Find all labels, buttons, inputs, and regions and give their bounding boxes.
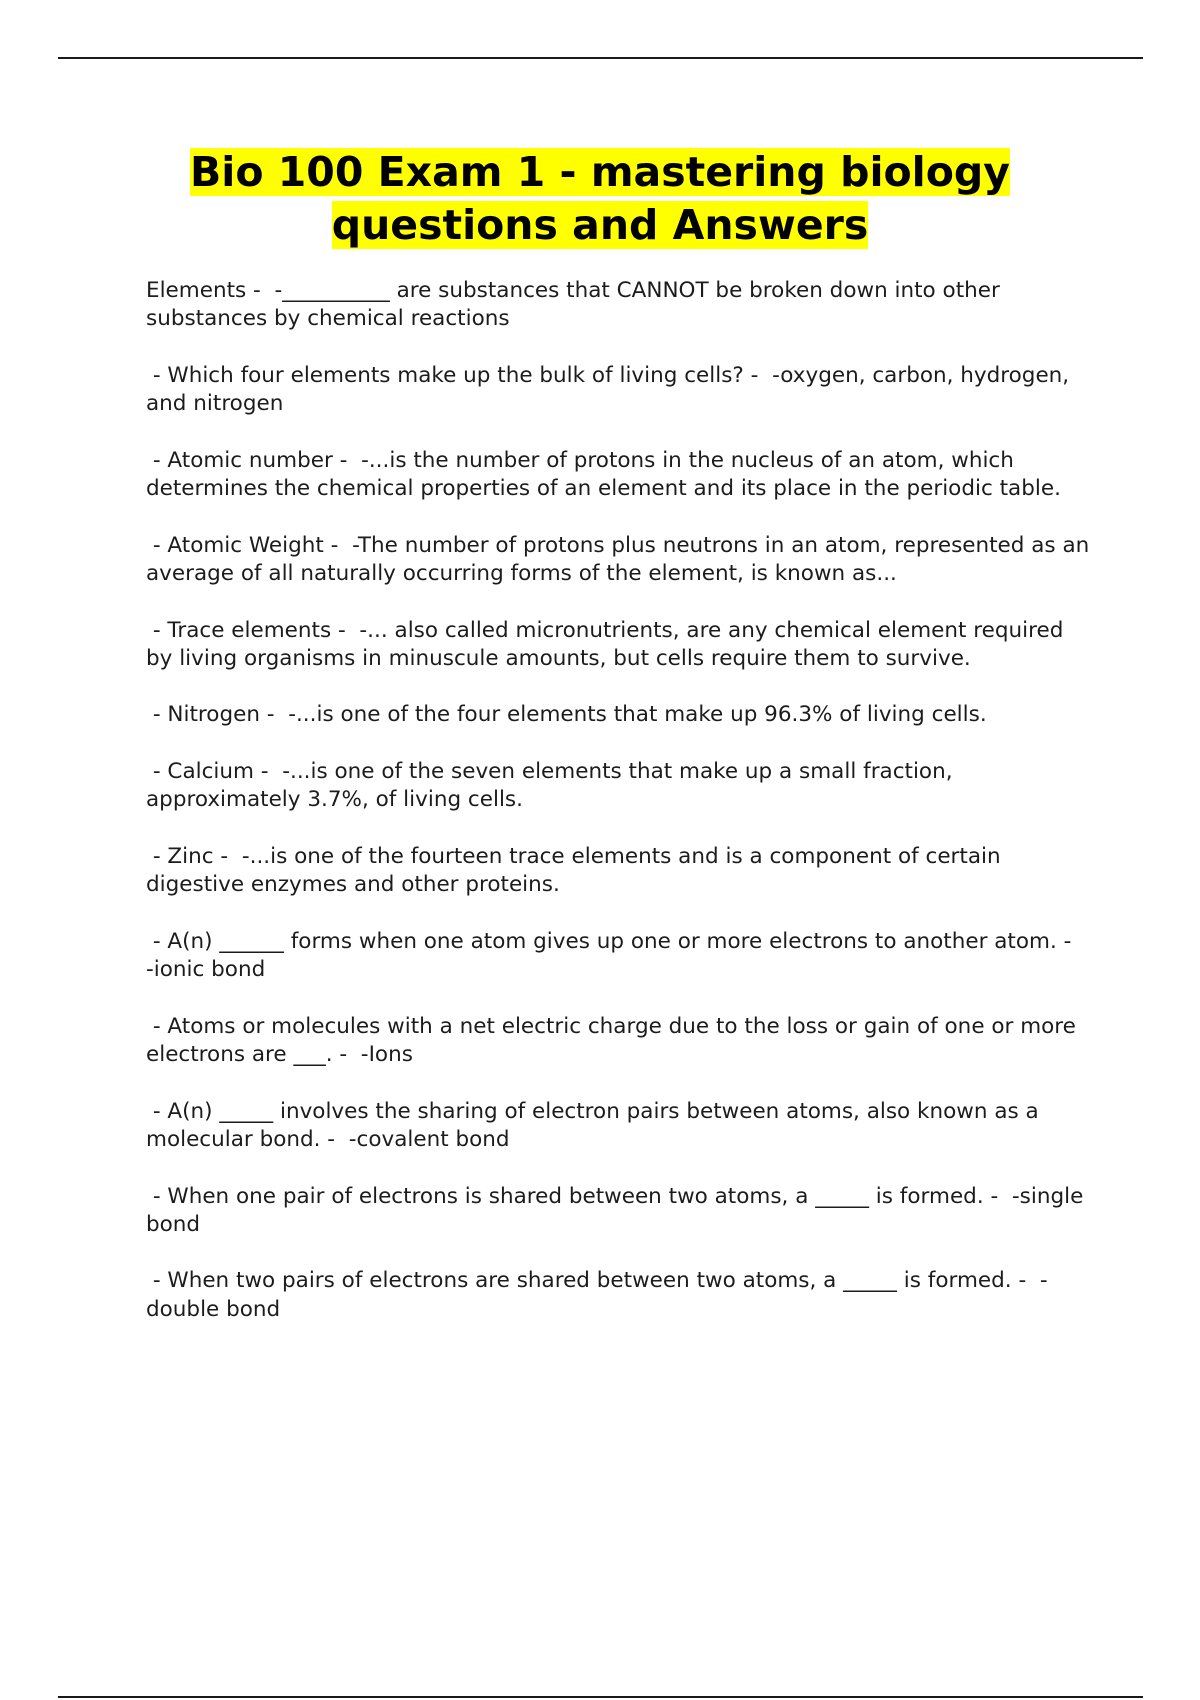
qa-entry-trace-elements: - Trace elements - -... also called micronutrients, are any chemical element required by living organisms in minuscule amounts, but cells require them to survive. (146, 617, 1071, 671)
qa-entry-elements: Elements - -__________ are substances that CANNOT be broken down into other substances by chemical reactions (146, 278, 1007, 332)
qa-entry-calcium: - Calcium - -...is one of the seven elements that make up a small fraction, approximately 3.7%, of living cells. (146, 759, 960, 813)
qa-entry-nitrogen: - Nitrogen - -...is one of the four elements that make up 96.3% of living cells. (146, 702, 987, 728)
qa-entry-covalent-bond: - A(n) _____ involves the sharing of electron pairs between atoms, also known as a molecular bond. - -covalent bond (146, 1098, 1046, 1152)
top-divider (58, 57, 1143, 59)
qa-entry-ions: - Atoms or molecules with a net electric charge due to the loss or gain of one or more electrons are ___. - -Ions (146, 1013, 1083, 1068)
bottom-divider (58, 1696, 1143, 1698)
qa-entry-four-elements: - Which four elements make up the bulk of living cells? - -oxygen, carbon, hydrogen, and nitrogen (146, 362, 1076, 417)
qa-list (146, 277, 1097, 1352)
qa-entry-atomic-number: - Atomic number - -...is the number of protons in the nucleus of an atom, which determines the chemical properties of an element and its place in the periodic table. (146, 447, 1061, 502)
document-title (110, 146, 1090, 252)
qa-entry-double-bond: - When two pairs of electrons are shared between two atoms, a _____ is formed. - -double bond (146, 1268, 1048, 1322)
qa-entry-zinc: - Zinc - -...is one of the fourteen trace elements and is a component of certain digestive enzymes and other proteins. (146, 843, 1008, 898)
qa-entry-atomic-weight: - Atomic Weight - -The number of protons plus neutrons in an atom, represented as an average of all naturally occurring forms of the element, is known as... (146, 532, 1097, 586)
qa-entry-single-bond: - When one pair of electrons is shared between two atoms, a _____ is formed. - -single bond (146, 1183, 1091, 1237)
qa-entry-ionic-bond: - A(n) ______ forms when one atom gives up one or more electrons to another atom. - -ionic bond (146, 928, 1086, 983)
document-title-text: Bio 100 Exam 1 - mastering biology questions and Answers (190, 148, 1010, 249)
